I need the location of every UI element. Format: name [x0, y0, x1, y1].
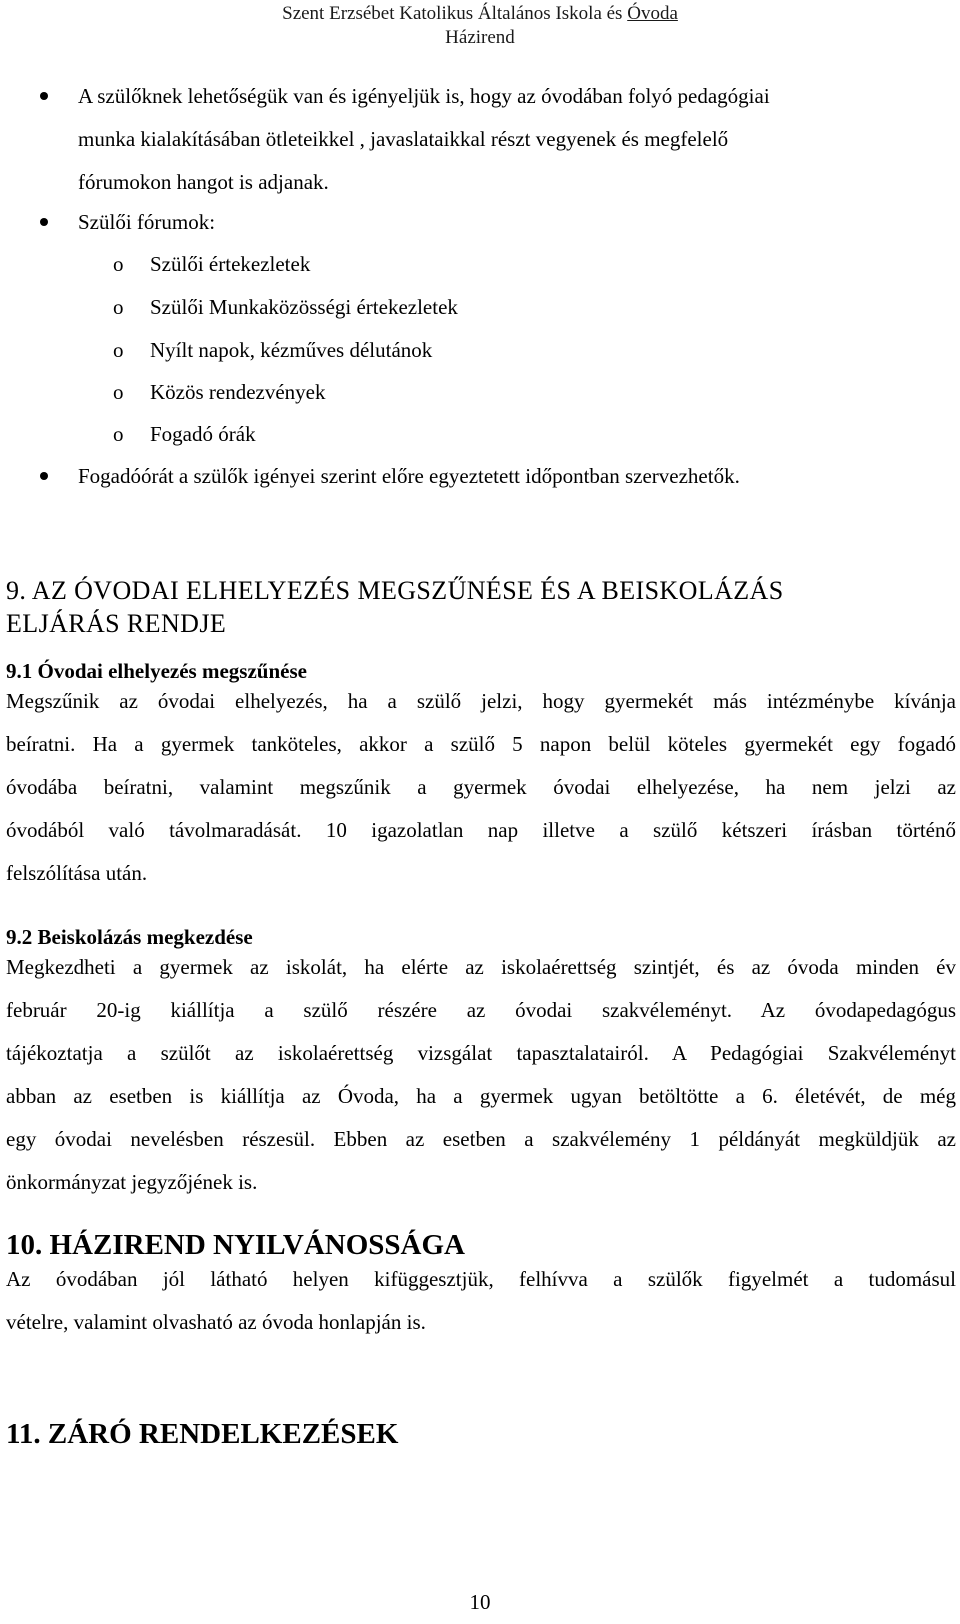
paragraph-line: február 20-ig kiállítja a szülő részére az óvodai szakvéleményt. Az óvodapedagógus [6, 998, 956, 1022]
sub-bullet-marker: o [113, 422, 124, 446]
paragraph-line: Megszűnik az óvodai elhelyezés, ha a szülő jelzi, hogy gyermekét más intézménybe kívánja [6, 689, 956, 713]
bullet-1-line-3: fórumokon hangot is adjanak. [78, 170, 329, 194]
paragraph-line: vételre, valamint olvasható az óvoda honlapján is. [6, 1310, 426, 1334]
section-9-2-paragraph [6, 946, 956, 1204]
section-11-title: 11. ZÁRÓ RENDELKEZÉSEK [6, 1418, 399, 1450]
paragraph-line: felszólítása után. [6, 861, 148, 885]
section-9-title-line-1: 9. AZ ÓVODAI ELHELYEZÉS MEGSZŰNÉSE ÉS A BEISKOLÁZÁS [6, 576, 784, 605]
sub-item: Nyílt napok, kézműves délutánok [150, 338, 433, 362]
bullet-dot [40, 92, 48, 100]
page-number: 10 [469, 1590, 491, 1614]
header-school-suffix: Óvoda [627, 3, 678, 24]
bullet-2-text: Szülői fórumok: [78, 210, 216, 234]
paragraph-line: önkormányzat jegyzőjének is. [6, 1170, 258, 1194]
paragraph-line: abban az esetben is kiállítja az Óvoda, ha a gyermek ugyan betöltötte a 6. életévét, de még [6, 1084, 956, 1108]
sub-bullet-marker: o [113, 338, 124, 362]
bullet-1-line-1: A szülőknek lehetőségük van és igényeljük is, hogy az óvodában folyó pedagógiai [78, 84, 770, 108]
sub-bullet-marker: o [113, 380, 124, 404]
header-doc-title: Házirend [445, 27, 515, 48]
paragraph-line: egy óvodai nevelésben részesül. Ebben az esetben a szakvélemény 1 példányát megküldjük az [6, 1127, 956, 1151]
bullet-dot [40, 218, 48, 226]
paragraph-line: óvodába beíratni, valamint megszűnik a gyermek óvodai elhelyezése, ha nem jelzi az [6, 775, 956, 799]
bullet-dot [40, 472, 48, 480]
section-9-1-title: 9.1 Óvodai elhelyezés megszűnése [6, 659, 307, 683]
section-9-1-paragraph [6, 680, 956, 895]
sub-item: Fogadó órák [150, 422, 256, 446]
section-9-2-title: 9.2 Beiskolázás megkezdése [6, 925, 253, 949]
sub-bullet-marker: o [113, 295, 124, 319]
section-10-paragraph [6, 1258, 956, 1344]
bullet-3-text: Fogadóórát a szülők igényei szerint előre egyeztetett időpontban szervezhetők. [78, 464, 740, 488]
sub-item: Szülői Munkaközösségi értekezletek [150, 295, 458, 319]
paragraph-line: tájékoztatja a szülőt az iskolaérettség vizsgálat tapasztalatairól. A Pedagógiai Szakvéleményt [6, 1041, 956, 1065]
bullet-1-line-2: munka kialakításában ötleteikkel , javaslataikkal részt vegyenek és megfelelő [78, 127, 729, 151]
section-10-title: 10. HÁZIREND NYILVÁNOSSÁGA [6, 1229, 465, 1261]
header-school [0, 2, 960, 26]
section-9-title-line-2: ELJÁRÁS RENDJE [6, 609, 227, 638]
sub-item: Közös rendezvények [150, 380, 326, 404]
paragraph-line: beíratni. Ha a gyermek tanköteles, akkor a szülő 5 napon belül köteles gyermekét egy fogadó [6, 732, 956, 756]
paragraph-line: óvodából való távolmaradását. 10 igazolatlan nap illetve a szülő kétszeri írásban történő [6, 818, 956, 842]
header-school-prefix: Szent Erzsébet Katolikus Általános Iskola és [282, 3, 628, 24]
sub-bullet-marker: o [113, 252, 124, 276]
paragraph-line: Megkezdheti a gyermek az iskolát, ha elérte az iskolaérettség szintjét, és az óvoda minden év [6, 955, 956, 979]
page-header [0, 2, 960, 50]
paragraph-line: Az óvodában jól látható helyen kifüggesztjük, felhívva a szülők figyelmét a tudomásul [6, 1267, 956, 1291]
sub-item: Szülői értekezletek [150, 252, 311, 276]
